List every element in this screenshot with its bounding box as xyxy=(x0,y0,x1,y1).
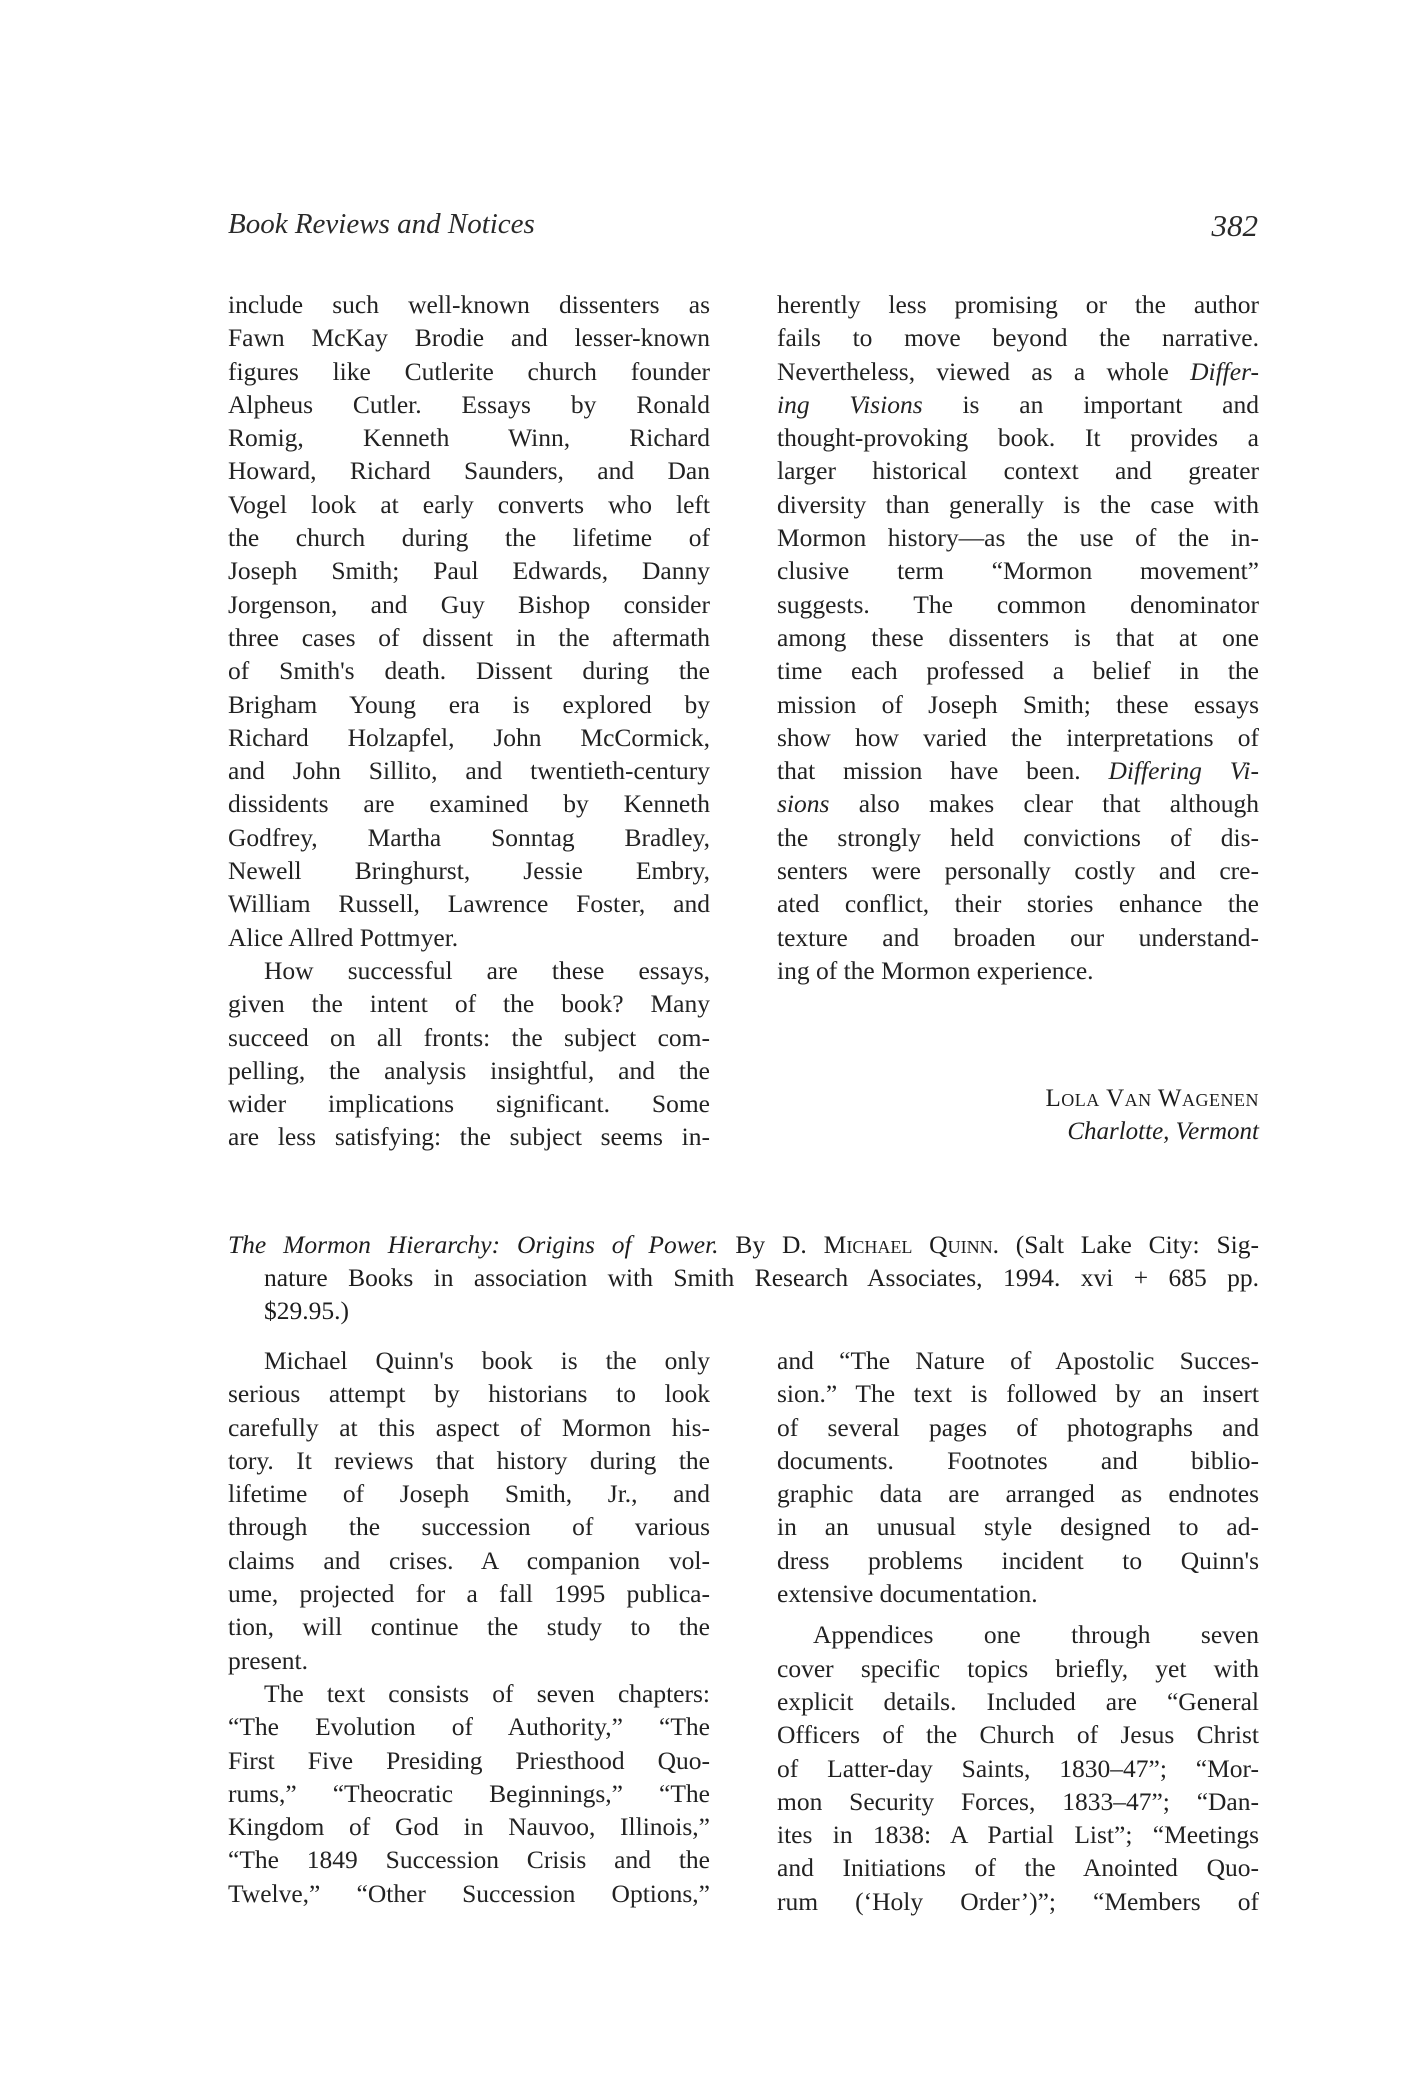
text-line: the strongly held convictions of dis- xyxy=(777,822,1259,852)
citation-publisher: (Salt Lake City: Sig- xyxy=(998,1230,1259,1259)
text-line: graphic data are arranged as endnotes xyxy=(777,1479,1259,1509)
review2-paragraph xyxy=(228,1677,710,1910)
book-title-italic: Differ- xyxy=(1190,356,1259,386)
text-line: First Five Presiding Priesthood Quo- xyxy=(228,1745,710,1775)
text-line: dress problems incident to Quinn's xyxy=(777,1545,1259,1575)
text-line: are less satisfying: the subject seems in- xyxy=(228,1122,710,1152)
text-line: carefully at this aspect of Mormon his- xyxy=(228,1412,710,1442)
review1-right-column xyxy=(777,288,1259,987)
text-run: is an important and xyxy=(922,389,1259,419)
text-line: Twelve,” “Other Succession Options,” xyxy=(228,1878,710,1908)
text-line: wider implications significant. Some xyxy=(228,1089,710,1119)
text-line: Jorgenson, and Guy Bishop consider xyxy=(228,589,710,619)
text-line: Michael Quinn's book is the only xyxy=(264,1346,710,1375)
text-line xyxy=(777,388,1259,421)
text-line: Romig, Kenneth Winn, Richard xyxy=(228,423,710,453)
text-line: show how varied the interpretations of xyxy=(777,722,1259,752)
text-line: Godfrey, Martha Sonntag Bradley, xyxy=(228,822,710,852)
text-line: lifetime of Joseph Smith, Jr., and xyxy=(228,1479,710,1509)
text-line: tory. It reviews that history during the xyxy=(228,1445,710,1475)
text-line: ites in 1838: A Partial List”; “Meetings xyxy=(777,1820,1259,1850)
text-line: Fawn McKay Brodie and lesser-known xyxy=(228,323,710,353)
citation-by: By xyxy=(718,1230,783,1259)
text-line: tion, will continue the study to the xyxy=(228,1612,710,1642)
text-line: and Initiations of the Anointed Quo- xyxy=(777,1853,1259,1883)
text-line: fails to move beyond the narrative. xyxy=(777,323,1259,353)
text-line: in an unusual style designed to ad- xyxy=(777,1512,1259,1542)
text-line: the church during the lifetime of xyxy=(228,523,710,553)
text-line: Richard Holzapfel, John McCormick, xyxy=(228,722,710,752)
text-line: larger historical context and greater xyxy=(777,456,1259,486)
review2-right-column xyxy=(777,1344,1259,1918)
text-line: “The Evolution of Authority,” “The xyxy=(228,1712,710,1742)
text-line: and “The Nature of Apostolic Succes- xyxy=(777,1346,1259,1375)
text-line: mon Security Forces, 1833–47”; “Dan- xyxy=(777,1786,1259,1816)
reviewer-location: Charlotte, Vermont xyxy=(1067,1118,1259,1145)
text-line: figures like Cutlerite church founder xyxy=(228,356,710,386)
text-line: rums,” “Theocratic Beginnings,” “The xyxy=(228,1778,710,1808)
text-line: succeed on all fronts: the subject com- xyxy=(228,1022,710,1052)
text-line: rum (‘Holy Order’)”; “Members of xyxy=(777,1886,1259,1916)
text-line: Newell Bringhurst, Jessie Embry, xyxy=(228,856,710,886)
text-line: three cases of dissent in the aftermath xyxy=(228,622,710,652)
text-line: suggests. The common denominator xyxy=(777,589,1259,619)
text-line: among these dissenters is that at one xyxy=(777,622,1259,652)
text-line: of Latter-day Saints, 1830–47”; “Mor- xyxy=(777,1753,1259,1783)
text-line: through the succession of various xyxy=(228,1512,710,1542)
review1-left-column xyxy=(228,288,710,1154)
text-line: clusive term “Mormon movement” xyxy=(777,556,1259,586)
book-title-italic: ing Visions xyxy=(777,389,923,419)
review2-left-column xyxy=(228,1344,710,1910)
text-line: Howard, Richard Saunders, and Dan xyxy=(228,456,710,486)
page-number: 382 xyxy=(1211,208,1258,243)
text-line: “The 1849 Succession Crisis and the xyxy=(228,1845,710,1875)
text-line: The text consists of seven chapters: xyxy=(264,1678,710,1708)
text-line: dissidents are examined by Kenneth xyxy=(228,789,710,819)
text-line: diversity than generally is the case with xyxy=(777,489,1259,519)
citation-line xyxy=(228,1228,1259,1261)
review2-paragraph xyxy=(777,1618,1259,1918)
text-line: Brigham Young era is explored by xyxy=(228,689,710,719)
text-line: documents. Footnotes and biblio- xyxy=(777,1445,1259,1475)
text-line: and John Sillito, and twentieth-century xyxy=(228,756,710,786)
text-line: of several pages of photographs and xyxy=(777,1412,1259,1442)
text-line: herently less promising or the author xyxy=(777,290,1259,319)
text-line: mission of Joseph Smith; these essays xyxy=(777,689,1259,719)
text-line xyxy=(777,754,1259,787)
text-line: Vogel look at early converts who left xyxy=(228,489,710,519)
text-line: thought-provoking book. It provides a xyxy=(777,423,1259,453)
review1-paragraph xyxy=(228,288,710,954)
text-line: senters were personally costly and cre- xyxy=(777,856,1259,886)
text-line: of Smith's death. Dissent during the xyxy=(228,656,710,686)
text-run: that mission have been. xyxy=(777,756,1109,786)
text-line: include such well-known dissenters as xyxy=(228,290,710,319)
review2-paragraph xyxy=(228,1344,710,1677)
citation-book-title: The Mormon Hierarchy: Origins of Power. xyxy=(228,1230,719,1259)
reviewer-name: Lola Van Wagenen xyxy=(1045,1085,1259,1112)
citation-line: nature Books in association with Smith Research Associates, 1994. xvi + 685 pp. xyxy=(264,1263,1259,1292)
text-line: Officers of the Church of Jesus Christ xyxy=(777,1720,1259,1750)
text-line: Joseph Smith; Paul Edwards, Danny xyxy=(228,556,710,586)
citation-author: D. Michael Quinn. xyxy=(782,1230,999,1259)
review1-paragraph xyxy=(228,954,710,1154)
text-run: Nevertheless, viewed as a whole xyxy=(777,356,1191,386)
text-run: also makes clear that although xyxy=(829,789,1259,819)
running-head xyxy=(228,208,1258,252)
text-line: time each professed a belief in the xyxy=(777,656,1259,686)
text-line: Mormon history—as the use of the in- xyxy=(777,523,1259,553)
text-line: How successful are these essays, xyxy=(264,955,710,985)
text-line xyxy=(777,355,1259,388)
book-citation xyxy=(228,1228,1259,1327)
text-line: Alpheus Cutler. Essays by Ronald xyxy=(228,389,710,419)
review2-paragraph xyxy=(777,1344,1259,1610)
text-line: explicit details. Included are “General xyxy=(777,1686,1259,1716)
text-line: ated conflict, their stories enhance the xyxy=(777,889,1259,919)
book-title-italic: Differing Vi- xyxy=(1108,756,1259,786)
text-line: cover specific topics briefly, yet with xyxy=(777,1653,1259,1683)
text-line: ing of the Mormon experience. xyxy=(777,955,1094,985)
text-line: ume, projected for a fall 1995 publica- xyxy=(228,1579,710,1609)
text-line: given the intent of the book? Many xyxy=(228,989,710,1019)
citation-price: $29.95.) xyxy=(264,1296,349,1325)
running-head-title: Book Reviews and Notices xyxy=(228,208,535,240)
text-line: extensive documentation. xyxy=(777,1579,1038,1609)
text-line: claims and crises. A companion vol- xyxy=(228,1545,710,1575)
text-line: pelling, the analysis insightful, and the xyxy=(228,1055,710,1085)
text-line: present. xyxy=(228,1645,309,1675)
text-line: William Russell, Lawrence Foster, and xyxy=(228,889,710,919)
book-title-italic: sions xyxy=(777,789,830,819)
text-line: texture and broaden our understand- xyxy=(777,922,1259,952)
text-line: serious attempt by historians to look xyxy=(228,1379,710,1409)
text-line xyxy=(777,787,1259,820)
text-line: Alice Allred Pottmyer. xyxy=(228,922,459,952)
text-line: Appendices one through seven xyxy=(813,1620,1259,1650)
text-line: sion.” The text is followed by an insert xyxy=(777,1379,1259,1409)
text-line: Kingdom of God in Nauvoo, Illinois,” xyxy=(228,1812,710,1842)
